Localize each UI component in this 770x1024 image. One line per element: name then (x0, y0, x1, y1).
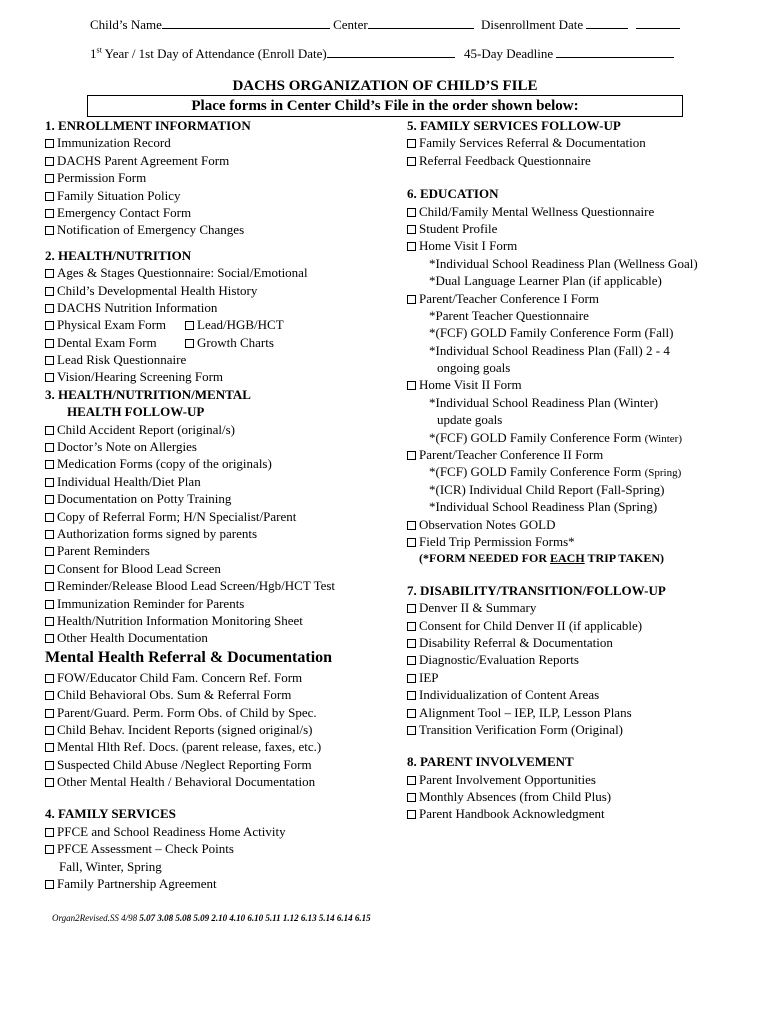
field-trip-note: (*FORM NEEDED FOR EACH TRIP TAKEN) (419, 551, 665, 566)
checkbox[interactable] (407, 810, 416, 819)
checkbox[interactable] (45, 880, 54, 889)
checkbox[interactable] (45, 634, 54, 643)
list-item: Immunization Record (45, 134, 400, 151)
checkbox[interactable] (407, 225, 416, 234)
list-item: Mental Hlth Ref. Docs. (parent release, faxes, etc.) (45, 738, 400, 755)
checkbox[interactable] (45, 845, 54, 854)
list-item: Medication Forms (copy of the originals) (45, 455, 400, 472)
center-field[interactable] (368, 17, 474, 29)
sub-item: *(ICR) Individual Child Report (Fall-Spring) (429, 481, 665, 497)
list-item: Family Services Referral & Documentation (407, 134, 747, 151)
list-item: Consent for Child Denver II (if applicable) (407, 617, 747, 634)
checkbox[interactable] (45, 139, 54, 148)
checkbox[interactable] (45, 174, 54, 183)
enroll-date-label: 1st Year / 1st Day of Attendance (Enroll Date) (90, 46, 327, 62)
section-1-heading: 1. ENROLLMENT INFORMATION (45, 118, 251, 133)
list-item: IEP (407, 669, 747, 686)
checkbox[interactable] (407, 726, 416, 735)
checkbox[interactable] (407, 208, 416, 217)
list-item: Consent for Blood Lead Screen (45, 560, 400, 577)
checkbox[interactable] (407, 776, 416, 785)
list-item: Individual Health/Diet Plan (45, 473, 400, 490)
list-item-cont: Fall, Winter, Spring (59, 858, 162, 874)
section-6-heading: 6. EDUCATION (407, 186, 499, 202)
section-5-heading: 5. FAMILY SERVICES FOLLOW-UP (407, 118, 621, 133)
checkbox[interactable] (407, 451, 416, 460)
list-item: Home Visit II Form (407, 376, 747, 393)
list-item: Reminder/Release Blood Lead Screen/Hgb/HCT Test (45, 577, 400, 594)
childs-name-field[interactable] (162, 17, 330, 29)
sub-item: *Individual School Readiness Plan (Fall) 2 - 4 (429, 342, 670, 358)
list-item: Emergency Contact Form (45, 204, 400, 221)
checkbox[interactable] (45, 321, 54, 330)
checkbox[interactable] (45, 617, 54, 626)
checkbox[interactable] (407, 521, 416, 530)
list-item: Parent/Guard. Perm. Form Obs. of Child by Spec. (45, 704, 400, 721)
checkbox[interactable] (45, 726, 54, 735)
list-item: PFCE and School Readiness Home Activity (45, 823, 400, 840)
list-item: Other Health Documentation (45, 629, 400, 646)
sub-item: *Parent Teacher Questionnaire (429, 307, 589, 323)
checkbox[interactable] (407, 793, 416, 802)
checkbox[interactable] (407, 157, 416, 166)
checkbox[interactable] (45, 600, 54, 609)
checkbox[interactable] (407, 674, 416, 683)
checkbox[interactable] (45, 304, 54, 313)
checkbox[interactable] (45, 778, 54, 787)
checkbox[interactable] (407, 295, 416, 304)
list-item: Parent/Teacher Conference I Form (407, 290, 747, 307)
checkbox[interactable] (45, 356, 54, 365)
sub-item: *Individual School Readiness Plan (Winter) (429, 394, 659, 410)
checkbox[interactable] (45, 478, 54, 487)
list-item: Lead Risk Questionnaire (45, 351, 400, 368)
list-item: Ages & Stages Questionnaire: Social/Emotional (45, 264, 400, 281)
checkbox[interactable] (407, 381, 416, 390)
checkbox[interactable] (45, 192, 54, 201)
section-3-heading: 3. HEALTH/NUTRITION/MENTAL (45, 386, 251, 402)
list-item: Student Profile (407, 220, 747, 237)
list-item: Child Accident Report (original/s) (45, 421, 400, 438)
list-item: Vision/Hearing Screening Form (45, 368, 400, 385)
checkbox[interactable] (45, 495, 54, 504)
checkbox[interactable] (45, 513, 54, 522)
list-item: Notification of Emergency Changes (45, 221, 400, 238)
checkbox[interactable] (407, 656, 416, 665)
section-2-heading: 2. HEALTH/NUTRITION (45, 247, 192, 263)
list-item: Child Behavioral Obs. Sum & Referral Form (45, 686, 400, 703)
list-item: Child’s Developmental Health History (45, 282, 400, 299)
checkbox[interactable] (45, 373, 54, 382)
checkbox[interactable] (407, 538, 416, 547)
list-item: PFCE Assessment – Check Points (45, 840, 400, 857)
header-line-2 (90, 46, 674, 62)
page-title: DACHS ORGANIZATION OF CHILD’S FILE (232, 78, 538, 94)
checkbox[interactable] (407, 639, 416, 648)
list-item: Documentation on Potty Training (45, 490, 400, 507)
checkbox[interactable] (407, 242, 416, 251)
section-7-heading: 7. DISABILITY/TRANSITION/FOLLOW-UP (407, 582, 666, 598)
sub-item: *(FCF) GOLD Family Conference Form (Winter) (429, 429, 682, 445)
list-item: FOW/Educator Child Fam. Concern Ref. Form (45, 669, 400, 686)
sub-item: *Dual Language Learner Plan (if applicable) (429, 273, 662, 289)
disenrollment-field-2[interactable] (636, 17, 680, 29)
checkbox[interactable] (45, 582, 54, 591)
center-label: Center (333, 17, 368, 32)
mental-health-heading: Mental Health Referral & Documentation (45, 648, 333, 666)
footer-revision: Organ2Revised.SS 4/98 5.07 3.08 5.08 5.09 2.10 4.10 6.10 5.11 1.12 6.13 5.14 6.14 6.15 (52, 913, 371, 923)
list-item: Disability Referral & Documentation (407, 634, 747, 651)
list-item: Health/Nutrition Information Monitoring Sheet (45, 612, 400, 629)
sub-item: *(FCF) GOLD Family Conference Form (Spring) (429, 464, 682, 480)
list-item: Child Behav. Incident Reports (signed original/s) (45, 721, 400, 738)
list-item: Monthly Absences (from Child Plus) (407, 788, 747, 805)
sub-item: *Individual School Readiness Plan (Spring) (429, 499, 658, 515)
list-item: Physical Exam Form Lead/HGB/HCT (45, 316, 400, 333)
childs-name-label: Child’s Name (90, 17, 162, 32)
list-item: Parent/Teacher Conference II Form (407, 446, 747, 463)
disenrollment-field-1[interactable] (586, 17, 628, 29)
checkbox[interactable] (45, 287, 54, 296)
enroll-date-field[interactable] (327, 46, 455, 58)
list-item: Field Trip Permission Forms* (407, 533, 747, 550)
checkbox[interactable] (45, 339, 54, 348)
left-column (45, 117, 400, 892)
list-item: Individualization of Content Areas (407, 686, 747, 703)
list-item: Child/Family Mental Wellness Questionnaire (407, 203, 747, 220)
checkbox[interactable] (45, 269, 54, 278)
list-item: Parent Reminders (45, 542, 400, 559)
list-item: Parent Handbook Acknowledgment (407, 805, 747, 822)
checkbox[interactable] (45, 157, 54, 166)
list-item: Family Partnership Agreement (45, 875, 400, 892)
list-item: Denver II & Summary (407, 599, 747, 616)
checkbox[interactable] (45, 226, 54, 235)
list-item: Parent Involvement Opportunities (407, 771, 747, 788)
checkbox[interactable] (45, 761, 54, 770)
checkbox[interactable] (407, 709, 416, 718)
checkbox[interactable] (45, 460, 54, 469)
checkbox[interactable] (185, 339, 194, 348)
checkbox[interactable] (45, 443, 54, 452)
section-3-heading-cont: HEALTH FOLLOW-UP (67, 404, 205, 420)
list-item: Diagnostic/Evaluation Reports (407, 651, 747, 668)
sub-item-cont: ongoing goals (437, 360, 511, 376)
list-item: Alignment Tool – IEP, ILP, Lesson Plans (407, 704, 747, 721)
list-item: Doctor’s Note on Allergies (45, 438, 400, 455)
sub-item: *(FCF) GOLD Family Conference Form (Fall) (429, 325, 674, 341)
list-item: Other Mental Health / Behavioral Documentation (45, 773, 400, 790)
deadline-label: 45-Day Deadline (464, 46, 554, 62)
checkbox[interactable] (45, 743, 54, 752)
checkbox[interactable] (45, 709, 54, 718)
section-4-heading: 4. FAMILY SERVICES (45, 806, 176, 822)
list-item: DACHS Parent Agreement Form (45, 152, 400, 169)
checkbox[interactable] (407, 604, 416, 613)
checkbox[interactable] (185, 321, 194, 330)
list-item: Home Visit I Form (407, 237, 747, 254)
checkbox[interactable] (407, 139, 416, 148)
checkbox[interactable] (45, 530, 54, 539)
checkbox[interactable] (45, 209, 54, 218)
list-item: Referral Feedback Questionnaire (407, 152, 747, 169)
list-item: Suspected Child Abuse /Neglect Reporting Form (45, 756, 400, 773)
list-item: Copy of Referral Form; H/N Specialist/Parent (45, 508, 400, 525)
checkbox[interactable] (45, 565, 54, 574)
sub-item-cont: update goals (437, 412, 503, 428)
sub-item: *Individual School Readiness Plan (Wellness Goal) (429, 255, 698, 271)
list-item: Authorization forms signed by parents (45, 525, 400, 542)
list-item: DACHS Nutrition Information (45, 299, 400, 316)
header-line-1 (90, 17, 680, 33)
list-item: Dental Exam Form Growth Charts (45, 334, 400, 351)
checkbox[interactable] (45, 828, 54, 837)
list-item: Observation Notes GOLD (407, 516, 747, 533)
page-subtitle: Place forms in Center Child’s File in the order shown below: (87, 95, 683, 117)
checkbox[interactable] (45, 426, 54, 435)
checkbox[interactable] (407, 622, 416, 631)
checkbox[interactable] (45, 691, 54, 700)
checkbox[interactable] (407, 691, 416, 700)
checkbox[interactable] (45, 547, 54, 556)
deadline-field[interactable] (556, 46, 674, 58)
right-column (407, 117, 747, 823)
list-item: Family Situation Policy (45, 187, 400, 204)
list-item: Immunization Reminder for Parents (45, 595, 400, 612)
checkbox[interactable] (45, 674, 54, 683)
disenrollment-label: Disenrollment Date (481, 17, 584, 32)
list-item: Transition Verification Form (Original) (407, 721, 747, 738)
section-8-heading: 8. PARENT INVOLVEMENT (407, 754, 574, 770)
list-item: Permission Form (45, 169, 400, 186)
